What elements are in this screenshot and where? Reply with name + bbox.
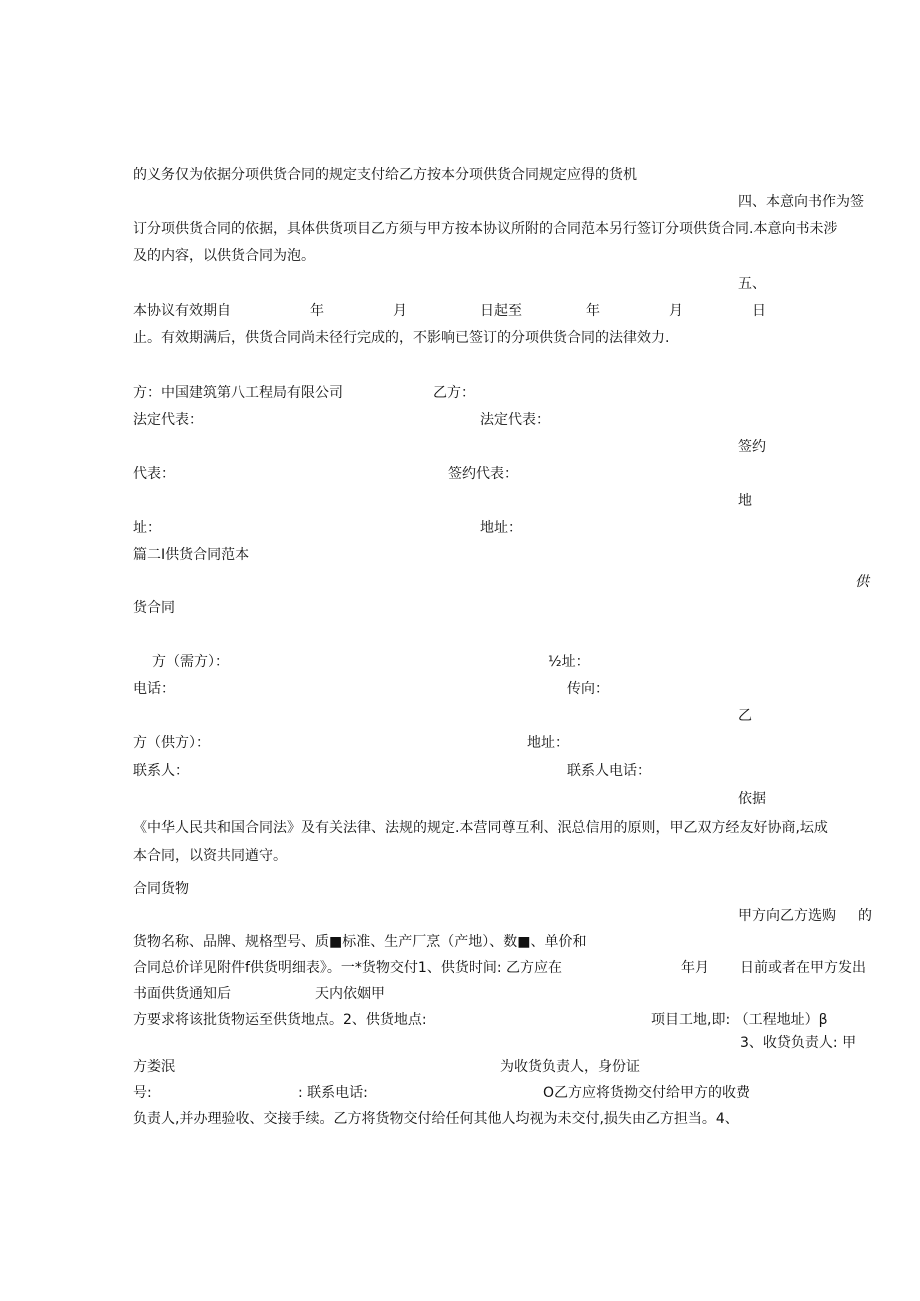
text-line: 代表： (133, 466, 175, 482)
text-line: 方娄泯 (133, 1059, 175, 1075)
text-line: 负责人,并办理验收、交接手续。乙方将货物交付给任何其他人均视为未交付,损失由乙方担当。4、 (133, 1111, 739, 1127)
text-line: 订分项供货合同的依据，具体供货项目乙方须与甲方按本协议所附的合同范本另行签订分项供货合同.本意向书未涉 (133, 221, 838, 237)
text-line: O乙方应将货拗交付给甲方的收费 (543, 1085, 751, 1101)
text-line: 址： (133, 520, 161, 536)
text-line: 签约代表： (448, 466, 518, 482)
text-line: 篇二I供货合同范本 (133, 547, 250, 563)
text-line: 供 (855, 574, 869, 590)
text-line: 号: (133, 1085, 152, 1101)
text-line: 甲方向乙方选购 (738, 908, 836, 924)
text-line: 联系人： (133, 763, 189, 779)
text-line: 方（供方）： (133, 735, 210, 751)
text-line: 的 (858, 908, 872, 924)
text-line: 合同总价详见附件f供货明细表》。一*货物交付1、供货时间: 乙方应在 (133, 960, 563, 976)
text-line: 乙 (738, 708, 752, 724)
text-line: 月 (669, 303, 683, 319)
text-line: 乙方： (433, 385, 475, 401)
text-line: 地 (738, 493, 752, 509)
text-line: 地址： (527, 735, 569, 751)
text-line: 法定代表： (133, 412, 203, 428)
text-line: 合同货物 (133, 881, 189, 897)
text-line: 货合同 (133, 600, 175, 616)
text-line: 方要求将该批货物运至供货地点。2、供货地点: (133, 1012, 427, 1028)
text-line: 签约 (738, 439, 766, 455)
text-line: 书面供货通知后 (133, 986, 231, 1002)
text-line: 的义务仅为依据分项供货合同的规定支付给乙方按本分项供货合同规定应得的货机 (133, 167, 637, 183)
text-line: 法定代表： (480, 412, 550, 428)
text-line: 本合同，以资共同遒守。 (133, 848, 287, 864)
text-line: 五、 (738, 276, 766, 292)
text-line: 为收货负责人，身份证 (500, 1059, 640, 1075)
text-line: 地址： (480, 520, 522, 536)
text-line: 3、收贷负责人: 甲 (740, 1035, 857, 1051)
text-line: 年 (586, 303, 600, 319)
text-line: 依据 (738, 791, 766, 807)
text-line: 电话： (133, 681, 175, 697)
text-line: 《中华人民共和国合同法》及有关法律、法规的规定.本营同尊互利、泯总信用的原则，甲乙双方经友好协商,坛成 (133, 820, 828, 836)
text-line: 止。有效期满后，供货合同尚未径行完成的，不影响已签订的分项供货合同的法律效力. (133, 330, 670, 346)
text-line: 本协议有效期自 (133, 303, 231, 319)
text-line: 年 (310, 303, 324, 319)
text-line: 货物名称、品牌、规格型号、质■标准、生产厂烹（产地）、数■、单价和 (133, 934, 587, 950)
text-line: 方（需方）： (152, 654, 229, 670)
text-line: 及的内容，以供货合同为泡。 (133, 248, 315, 264)
text-line: 传向： (567, 681, 609, 697)
text-line: 联系人电话： (567, 763, 651, 779)
text-line: 日前或者在甲方发出 (740, 960, 866, 976)
text-line: 项目工地,即: （工程地址）β (651, 1012, 828, 1028)
text-line: 月 (393, 303, 407, 319)
text-line: 方：中国建筑第八工程局有限公司 (133, 385, 343, 401)
text-line: 天内依姻甲 (315, 986, 385, 1002)
text-line: : 联系电话: (298, 1085, 368, 1101)
text-line: 四、本意向书作为签 (738, 194, 864, 210)
text-line: 日起至 (480, 303, 522, 319)
text-line: ½址： (548, 654, 590, 670)
text-line: 日 (752, 303, 766, 319)
text-line: 年月 (681, 960, 709, 976)
